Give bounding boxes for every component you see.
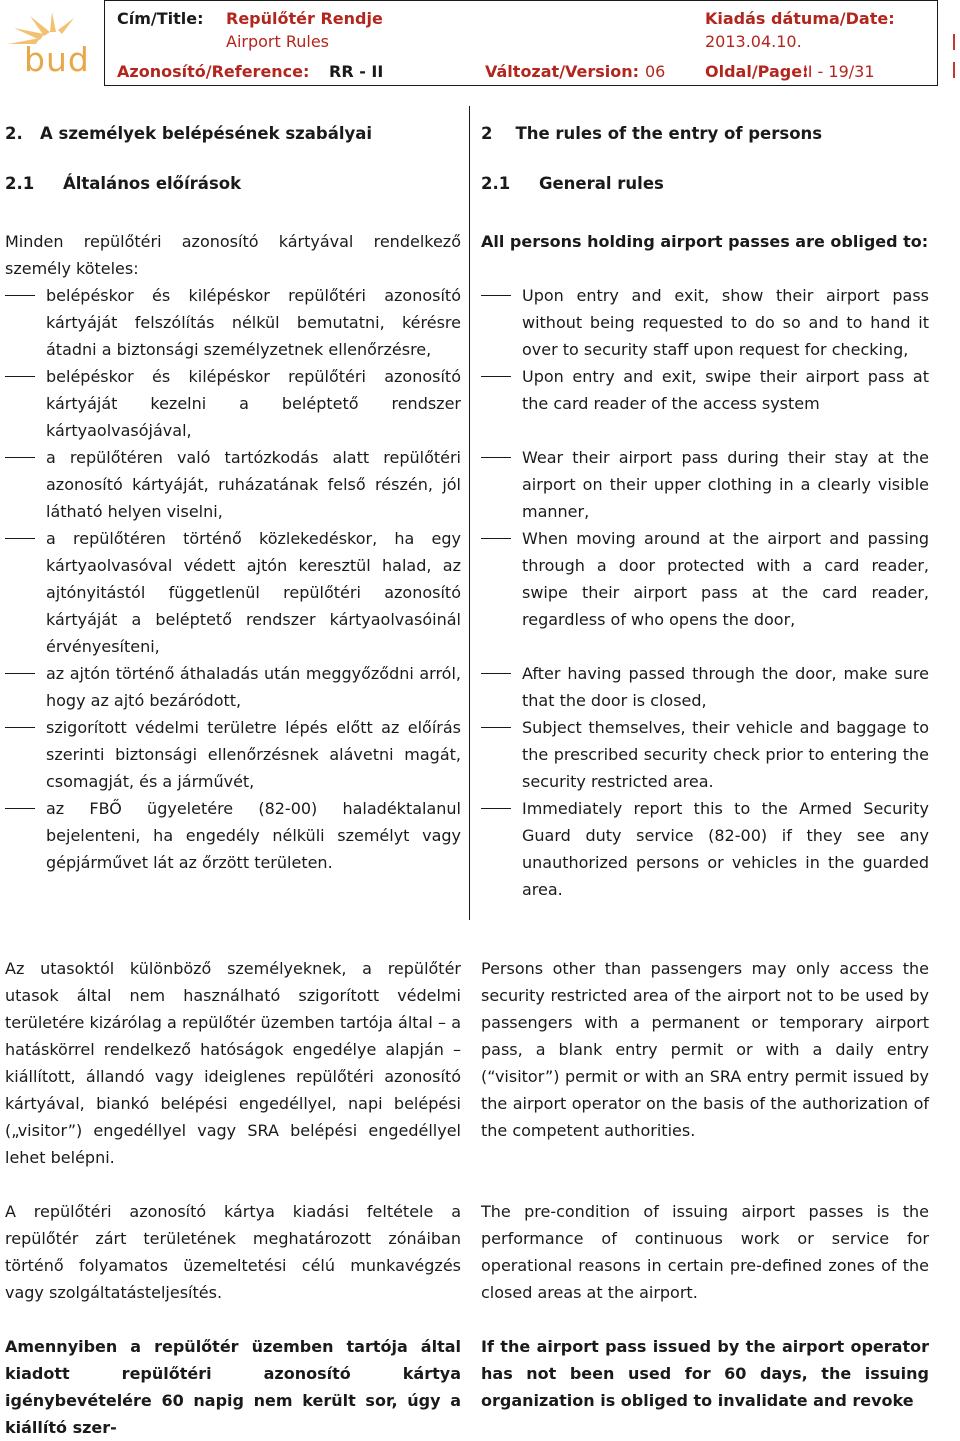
dash-bullet bbox=[5, 295, 35, 296]
page-number: II - 19/31 bbox=[803, 62, 875, 81]
section-heading: 2 The rules of the entry of persons bbox=[481, 124, 823, 143]
reference-label: Azonosító/Reference: bbox=[117, 62, 310, 81]
dash-bullet bbox=[5, 376, 35, 377]
dash-bullet bbox=[481, 538, 511, 539]
subsection-heading: 2.1 General rules bbox=[481, 174, 664, 193]
title-hu: Repülőtér Rendje bbox=[226, 9, 383, 28]
english-column bbox=[481, 0, 929, 1416]
paragraph: Amennyiben a repülőtér üzemben tartója által kiadott repülőtéri azonosító kártya igénybevételére 60 napig nem került sor, úgy a kiállító szer- bbox=[5, 1337, 461, 1437]
list-item: Subject themselves, their vehicle and baggage to the prescribed security check prior to entering the security restricted area. bbox=[481, 714, 929, 795]
subsection-heading: 2.1 Általános előírások bbox=[5, 174, 242, 193]
dash-bullet bbox=[481, 727, 511, 728]
list-item: After having passed through the door, make sure that the door is closed, bbox=[481, 660, 929, 714]
list-item: a repülőtéren való tartózkodás alatt repülőtéri azonosító kártyáját, ruházatának felső részén, jól látható helyen viselni, bbox=[5, 444, 461, 525]
title-label: Cím/Title: bbox=[117, 9, 204, 28]
list-item: az ajtón történő áthaladás után meggyőződni arról, hogy az ajtó bezáródott, bbox=[5, 660, 461, 714]
issue-date-label: Kiadás dátuma/Date: bbox=[705, 9, 895, 28]
list-item: Upon entry and exit, swipe their airport pass at the card reader of the access system bbox=[481, 363, 929, 417]
list-item: Immediately report this to the Armed Security Guard duty service (82-00) if they see any unauthorized persons or vehicles in the guarded area. bbox=[481, 795, 929, 903]
paragraph: Persons other than passengers may only access the security restricted area of the airport not to be used by passengers with a permanent or temporary airport pass, a blank entry permit or with a daily entry (“visitor”) permit or with an SRA entry permit issued by the airport operator on the basis of the authorization of the competent authorities. bbox=[481, 959, 929, 1140]
dash-bullet bbox=[481, 808, 511, 809]
dash-bullet bbox=[481, 376, 511, 377]
dash-bullet bbox=[481, 673, 511, 674]
issue-date: 2013.04.10. bbox=[705, 32, 802, 51]
list-item: Upon entry and exit, show their airport pass without being requested to do so and to hand it over to security staff upon request for checking, bbox=[481, 282, 929, 363]
dash-bullet bbox=[481, 295, 511, 296]
dash-bullet bbox=[5, 727, 35, 728]
list-item: belépéskor és kilépéskor repülőtéri azonosító kártyáját kezelni a beléptető rendszer kártyaolvasójával, bbox=[5, 363, 461, 444]
page-label: Oldal/Page: bbox=[705, 62, 809, 81]
list-item: az FBŐ ügyeletére (82-00) haladéktalanul bejelenteni, ha engedély nélküli személyt vagy gépjárművet lát az őrzött területen. bbox=[5, 795, 461, 876]
hungarian-column bbox=[5, 0, 461, 1437]
paragraph: A repülőtéri azonosító kártya kiadási feltétele a repülőtér zárt területének meghatározott zónáiban történő folyamatos üzemeltetési célú munkavégzés vagy szolgáltatásteljesítés. bbox=[5, 1202, 461, 1302]
paragraph: The pre-condition of issuing airport passes is the performance of continuous work or service for operational reasons in certain pre-defined zones of the closed areas at the airport. bbox=[481, 1202, 929, 1302]
intro-text: Minden repülőtéri azonosító kártyával rendelkező személy köteles: bbox=[5, 232, 461, 278]
dash-bullet bbox=[5, 457, 35, 458]
list-item: szigorított védelmi területre lépés előtt az előírás szerinti biztonsági ellenőrzésnek alávetni magát, csomagját, és a járművét, bbox=[5, 714, 461, 795]
obligation-list bbox=[5, 282, 461, 876]
margin-mark bbox=[953, 62, 955, 78]
list-item: When moving around at the airport and passing through a door protected with a card reader, swipe their airport pass at the card reader, regardless of who opens the door, bbox=[481, 525, 929, 633]
list-item: Wear their airport pass during their stay at the airport on their upper clothing in a clearly visible manner, bbox=[481, 444, 929, 525]
intro-text: All persons holding airport passes are obliged to: bbox=[481, 232, 929, 251]
reference-value: RR - II bbox=[329, 62, 384, 81]
section-heading: 2. A személyek belépésének szabályai bbox=[5, 124, 373, 143]
margin-mark bbox=[953, 34, 955, 50]
dash-bullet bbox=[5, 808, 35, 809]
list-item: a repülőtéren történő közlekedéskor, ha egy kártyaolvasóval védett ajtón keresztül halad, az ajtónyitástól függetlenül repülőtéri azonosító kártyáját a beléptető rendszer kártyaolvasóinál érvényesíteni, bbox=[5, 525, 461, 660]
version-value: 06 bbox=[645, 62, 666, 81]
list-item: belépéskor és kilépéskor repülőtéri azonosító kártyáját felszólítás nélkül bemutatni, kérésre átadni a biztonsági személyzetnek ellenőrzésre, bbox=[5, 282, 461, 363]
obligation-list bbox=[481, 282, 929, 903]
dash-bullet bbox=[481, 457, 511, 458]
paragraph: If the airport pass issued by the airport operator has not been used for 60 days, the issuing organization is obliged to invalidate and revoke bbox=[481, 1337, 929, 1410]
dash-bullet bbox=[5, 673, 35, 674]
logo-wordmark: bud bbox=[24, 40, 90, 79]
version-label: Változat/Version: bbox=[485, 62, 640, 81]
dash-bullet bbox=[5, 538, 35, 539]
title-en: Airport Rules bbox=[226, 32, 330, 51]
column-divider bbox=[469, 106, 470, 920]
paragraph: Az utasoktól különböző személyeknek, a repülőtér utasok által nem használható szigorított védelmi területére kizárólag a repülőtér üzemben tartója által – a hatáskörrel rendelkező hatóságok engedélye alapján – kiállított, állandó vagy ideiglenes repülőtéri azonosító kártyával, biankó belépési engedéllyel, napi belépési („visitor”) engedéllyel vagy SRA belépési engedéllyel lehet belépni. bbox=[5, 959, 461, 1167]
